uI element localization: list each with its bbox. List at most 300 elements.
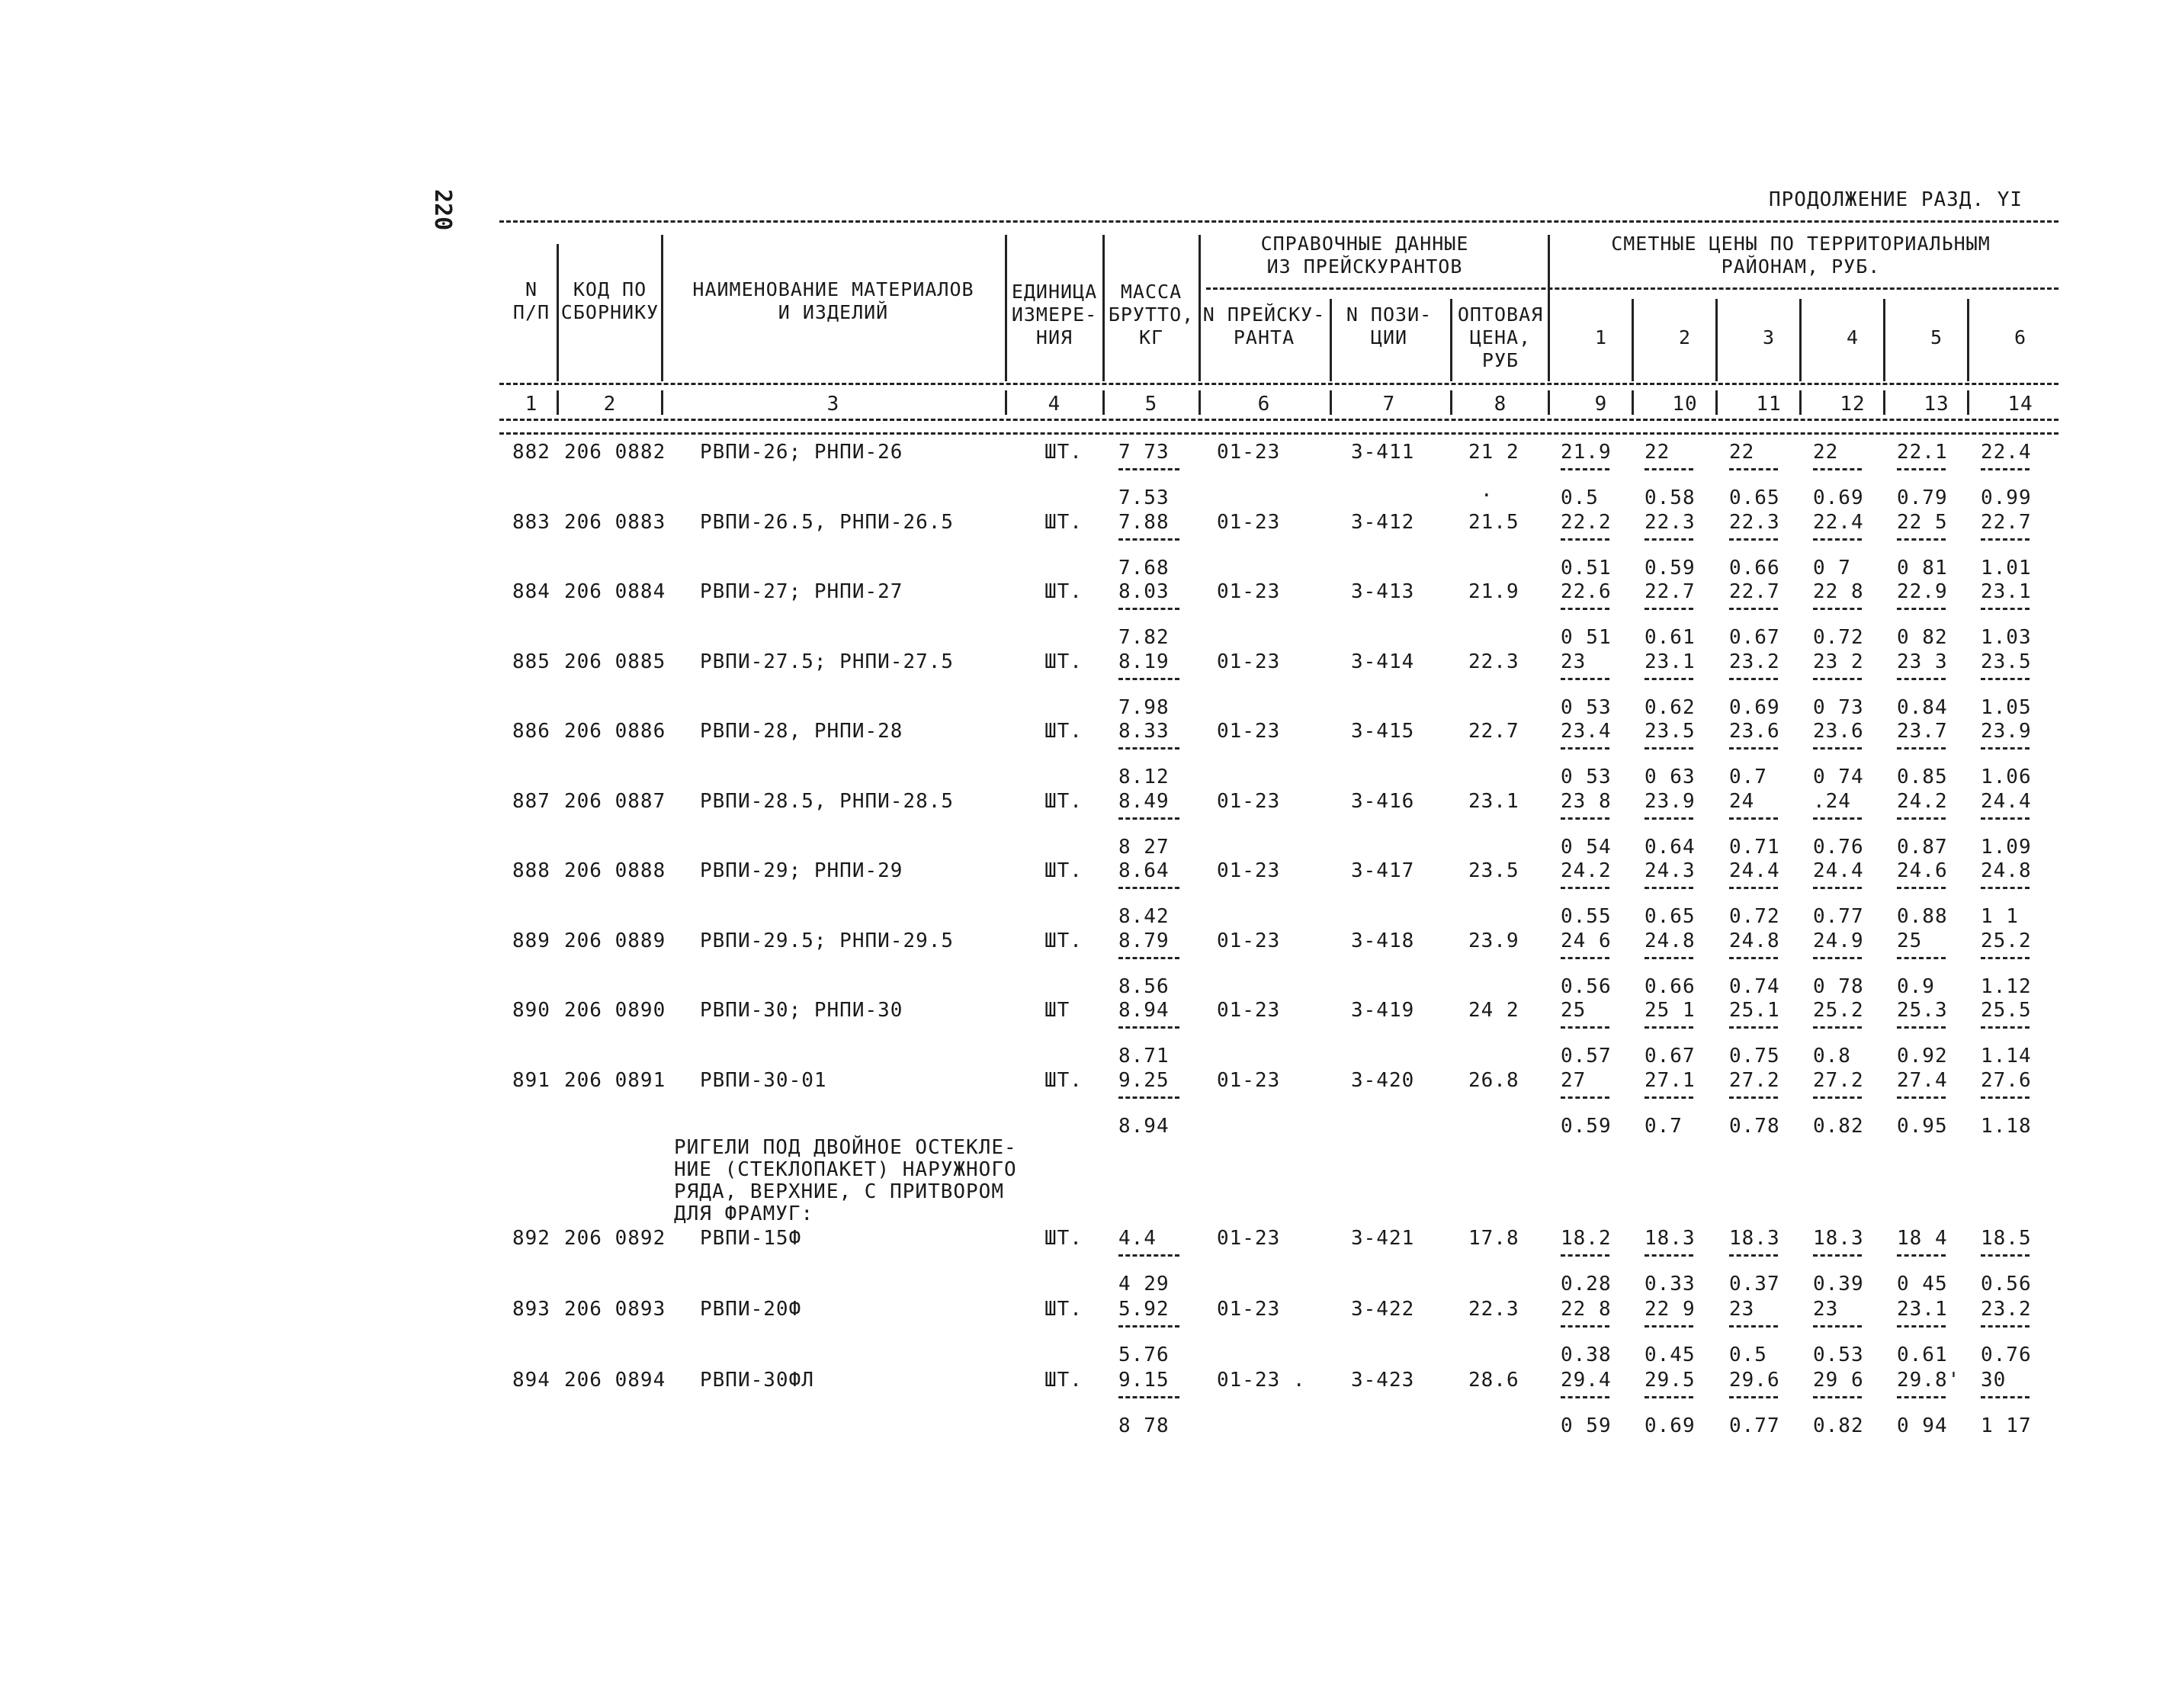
row-district-price: 23.1 <box>1981 580 2032 603</box>
group-heading-line: РЯДА, ВЕРХНИЕ, С ПРИТВОРОМ <box>674 1180 1004 1203</box>
row-code: 206 0885 <box>564 650 666 673</box>
row-district-denominator: 0.7 <box>1729 766 1767 788</box>
fraction-rule <box>1981 957 2030 959</box>
row-name: РВПИ-30-01 <box>700 1068 827 1092</box>
row-district-denominator: 1 17 <box>1981 1414 2032 1437</box>
row-district-price: 22.4 <box>1981 441 2032 464</box>
row-district-price: 24.8 <box>1645 929 1696 952</box>
hdr-code-1: КОД ПО <box>573 278 647 300</box>
row-district-price: 25.3 <box>1897 999 1948 1022</box>
row-district-denominator: 1.14 <box>1981 1045 2032 1068</box>
row-district-price: 22.2 <box>1561 510 1612 534</box>
row-district-denominator: 0 7 <box>1813 556 1851 580</box>
row-name: РВПИ-29.5; РНПИ-29.5 <box>700 929 955 952</box>
fraction-rule <box>1561 1254 1609 1257</box>
fraction-rule <box>1729 1254 1778 1257</box>
row-district-denominator: 0.57 <box>1561 1045 1612 1068</box>
row-district-denominator: 0.67 <box>1645 1045 1696 1068</box>
row-district-denominator: 0.65 <box>1645 905 1696 928</box>
row-pricelist: 01-23 <box>1217 580 1281 603</box>
row-name: РВПИ-30; РНПИ-30 <box>700 999 903 1022</box>
row-pricelist: 01-23 <box>1217 650 1281 673</box>
row-district-denominator: 0.76 <box>1981 1344 2032 1366</box>
fraction-rule <box>1897 608 1946 610</box>
fraction-rule <box>1729 1325 1778 1328</box>
fraction-rule <box>1897 1396 1946 1398</box>
row-number: 882 <box>512 441 550 464</box>
row-district-denominator: 0.58 <box>1645 486 1696 509</box>
fraction-rule <box>1561 1026 1609 1029</box>
hdr-num-1: N <box>525 278 538 300</box>
row-district-denominator: 0.69 <box>1645 1414 1696 1437</box>
row-mass: 8.79 <box>1118 929 1170 952</box>
column-number: 11 <box>1756 393 1782 416</box>
fraction-rule <box>1118 608 1179 610</box>
row-position: 3-419 <box>1351 999 1415 1022</box>
row-number: 890 <box>512 999 550 1022</box>
fraction-rule <box>1645 1096 1693 1099</box>
fraction-rule <box>1813 747 1862 750</box>
row-mass: 9.25 <box>1118 1068 1170 1092</box>
row-district-denominator: 0.77 <box>1729 1414 1780 1437</box>
row-district-denominator: 0.61 <box>1897 1344 1948 1366</box>
row-district-price: 24.8 <box>1729 929 1780 952</box>
fraction-rule <box>1813 887 1862 889</box>
row-district-price: 27.6 <box>1981 1068 2032 1092</box>
fraction-rule <box>1645 538 1693 541</box>
fraction-rule <box>1118 817 1179 820</box>
row-district-price: 22.3 <box>1645 510 1696 534</box>
row-district-denominator: 1.18 <box>1981 1114 2032 1138</box>
fraction-rule <box>1729 957 1778 959</box>
row-unit: ШТ <box>1044 999 1070 1022</box>
column-number: 1 <box>525 393 538 416</box>
row-mass-denominator: 8.42 <box>1118 905 1170 928</box>
column-number: 14 <box>2007 393 2033 416</box>
fraction-rule <box>1729 747 1778 750</box>
row-district-price: 22 9 <box>1645 1298 1696 1321</box>
row-position: 3-416 <box>1351 789 1415 813</box>
row-code: 206 0894 <box>564 1369 666 1392</box>
row-district-denominator: 0.84 <box>1897 695 1948 719</box>
row-district-denominator: 0.88 <box>1897 905 1948 928</box>
row-mass: 7 73 <box>1118 441 1170 464</box>
row-district-denominator: 0.71 <box>1729 835 1780 859</box>
row-district-denominator: 0.56 <box>1981 1273 2032 1295</box>
fraction-rule <box>1897 1026 1946 1029</box>
rule <box>499 432 2058 435</box>
row-district-price: 23.7 <box>1897 720 1948 743</box>
fraction-rule <box>1897 957 1946 959</box>
row-wholesale-price: 17.8 <box>1468 1227 1519 1250</box>
row-district-price: 29 6 <box>1813 1369 1864 1392</box>
fraction-rule <box>1729 1026 1778 1029</box>
fraction-rule <box>1118 1026 1179 1029</box>
row-district-price: 25 <box>1561 999 1587 1022</box>
rule <box>499 419 2058 421</box>
row-district-denominator: 0.72 <box>1813 626 1864 649</box>
fraction-rule <box>1561 1096 1609 1099</box>
row-code: 206 0888 <box>564 859 666 882</box>
hdr-unit-2: ИЗМЕРЕ- <box>1011 303 1098 326</box>
row-district-price: 22.4 <box>1813 510 1864 534</box>
fraction-rule <box>1981 1096 2030 1099</box>
row-district-denominator: 0 78 <box>1813 974 1864 998</box>
column-number: 12 <box>1840 393 1866 416</box>
row-district-denominator: 0.5 <box>1561 486 1599 509</box>
fraction-rule <box>1729 817 1778 820</box>
hdr-estimate-2: РАЙОНАМ, РУБ. <box>1721 255 1881 278</box>
row-pricelist: 01-23 <box>1217 441 1281 464</box>
row-district-price: 29.4 <box>1561 1369 1612 1392</box>
hdr-name-2: И ИЗДЕЛИЙ <box>778 301 889 323</box>
row-unit: ШТ. <box>1044 1369 1083 1392</box>
row-district-denominator: 0.39 <box>1813 1273 1864 1295</box>
fraction-rule <box>1729 887 1778 889</box>
row-district-price: 23.2 <box>1729 650 1780 673</box>
row-district-price: 29.8' <box>1897 1369 1961 1392</box>
fraction-rule <box>1729 468 1778 470</box>
row-pricelist: 01-23 . <box>1217 1369 1306 1392</box>
fraction-rule <box>1118 957 1179 959</box>
row-district-price: 23.5 <box>1981 650 2032 673</box>
row-name: РВПИ-26.5, РНПИ-26.5 <box>700 510 955 534</box>
row-district-price: 25.2 <box>1981 929 2032 952</box>
fraction-rule <box>1561 1396 1609 1398</box>
row-district-denominator: 0 63 <box>1645 766 1696 788</box>
row-mass: 8.94 <box>1118 999 1170 1022</box>
row-position: 3-418 <box>1351 929 1415 952</box>
row-district-price: 24.9 <box>1813 929 1864 952</box>
row-district-price: 22 8 <box>1561 1298 1612 1321</box>
row-district-price: 23.2 <box>1981 1298 2032 1321</box>
row-district-price: 18.3 <box>1645 1227 1696 1250</box>
row-district-denominator: 0.76 <box>1813 835 1864 859</box>
column-number: 10 <box>1672 393 1698 416</box>
row-pricelist: 01-23 <box>1217 510 1281 534</box>
row-district-price: 22 <box>1813 441 1839 464</box>
hdr-district-1: 1 <box>1594 326 1608 348</box>
fraction-rule <box>1645 817 1693 820</box>
row-number: 888 <box>512 859 550 882</box>
fraction-rule <box>1981 678 2030 680</box>
row-district-price: 22.9 <box>1897 580 1948 603</box>
row-position: 3-422 <box>1351 1298 1415 1321</box>
row-wholesale-price: 24 2 <box>1468 999 1519 1022</box>
row-district-denominator: 0 45 <box>1897 1273 1948 1295</box>
row-code: 206 0882 <box>564 441 666 464</box>
row-district-denominator: 0.5 <box>1729 1344 1767 1366</box>
fraction-rule <box>1118 887 1179 889</box>
row-district-price: 24 6 <box>1561 929 1612 952</box>
fraction-rule <box>1897 817 1946 820</box>
row-district-price: 23.1 <box>1645 650 1696 673</box>
fraction-rule <box>1729 1396 1778 1398</box>
row-unit: ШТ. <box>1044 789 1083 813</box>
fraction-rule <box>1645 678 1693 680</box>
row-mass-denominator: 7.82 <box>1118 626 1170 649</box>
row-mass: 8.33 <box>1118 720 1170 743</box>
row-mass-denominator: 8.56 <box>1118 974 1170 998</box>
row-number: 892 <box>512 1227 550 1250</box>
row-district-price: 27.4 <box>1897 1068 1948 1092</box>
row-mass: 7.88 <box>1118 510 1170 534</box>
row-district-price: 23 <box>1813 1298 1839 1321</box>
fraction-rule <box>1981 468 2030 470</box>
row-district-price: 23 3 <box>1897 650 1948 673</box>
row-code: 206 0889 <box>564 929 666 952</box>
row-district-price: 23 2 <box>1813 650 1864 673</box>
row-wholesale-price: 22.3 <box>1468 1298 1519 1321</box>
column-number: 6 <box>1257 393 1271 416</box>
row-wholesale-price: 26.8 <box>1468 1068 1519 1092</box>
row-mass: 8.64 <box>1118 859 1170 882</box>
row-number: 887 <box>512 789 550 813</box>
row-district-denominator: 1.01 <box>1981 556 2032 580</box>
row-district-denominator: 0.65 <box>1729 486 1780 509</box>
row-district-denominator: 0.37 <box>1729 1273 1780 1295</box>
row-position: 3-415 <box>1351 720 1415 743</box>
fraction-rule <box>1897 747 1946 750</box>
row-district-price: 24.3 <box>1645 859 1696 882</box>
fraction-rule <box>1981 538 2030 541</box>
hdr-ref-2: ИЗ ПРЕЙСКУРАНТОВ <box>1266 255 1463 278</box>
row-mass: 8.49 <box>1118 789 1170 813</box>
fraction-rule <box>1561 538 1609 541</box>
row-district-denominator: 0.95 <box>1897 1114 1948 1138</box>
row-district-denominator: 0.75 <box>1729 1045 1780 1068</box>
row-district-denominator: 0.78 <box>1729 1114 1780 1138</box>
row-district-price: 27.2 <box>1729 1068 1780 1092</box>
row-unit: ШТ. <box>1044 1227 1083 1250</box>
row-pricelist: 01-23 <box>1217 789 1281 813</box>
row-name: РВПИ-15Ф <box>700 1227 802 1250</box>
row-district-price: 24.8 <box>1981 859 2032 882</box>
row-district-denominator: 0.74 <box>1729 974 1780 998</box>
row-district-denominator: 0 81 <box>1897 556 1948 580</box>
row-mass-denominator: 4 29 <box>1118 1273 1170 1295</box>
fraction-rule <box>1813 538 1862 541</box>
row-district-denominator: 0.45 <box>1645 1344 1696 1366</box>
fraction-rule <box>1813 1325 1862 1328</box>
column-number: 2 <box>603 393 617 416</box>
fraction-rule <box>1118 1325 1179 1328</box>
row-mass-denominator: 8.71 <box>1118 1045 1170 1068</box>
row-pricelist: 01-23 <box>1217 999 1281 1022</box>
row-position: 3-413 <box>1351 580 1415 603</box>
row-wholesale-price: 22.3 <box>1468 650 1519 673</box>
row-number: 886 <box>512 720 550 743</box>
row-district-price: 23 8 <box>1561 789 1612 813</box>
row-unit: ШТ. <box>1044 1298 1083 1321</box>
row-district-denominator: 0.72 <box>1729 905 1780 928</box>
row-unit: ШТ. <box>1044 510 1083 534</box>
row-district-price: 22 8 <box>1813 580 1864 603</box>
row-wholesale-price: 21 2 <box>1468 441 1519 464</box>
fraction-rule <box>1645 887 1693 889</box>
fraction-rule <box>1813 1026 1862 1029</box>
row-pricelist: 01-23 <box>1217 859 1281 882</box>
row-wholesale-price: 21.9 <box>1468 580 1519 603</box>
fraction-rule <box>1645 608 1693 610</box>
column-number: 4 <box>1048 393 1061 416</box>
row-district-price: 22.7 <box>1981 510 2032 534</box>
row-wholesale-price: 23.9 <box>1468 929 1519 952</box>
fraction-rule <box>1813 957 1862 959</box>
hdr-mass-3: КГ <box>1138 326 1164 348</box>
row-district-denominator: 0.51 <box>1561 556 1612 580</box>
row-district-denominator: 0.82 <box>1813 1114 1864 1138</box>
row-district-denominator: 0.33 <box>1645 1273 1696 1295</box>
column-number: 13 <box>1924 393 1949 416</box>
fraction-rule <box>1897 678 1946 680</box>
row-name: РВПИ-30ФЛ <box>700 1369 814 1392</box>
row-position: 3-423 <box>1351 1369 1415 1392</box>
row-district-denominator: 1.03 <box>1981 626 2032 649</box>
row-mass-denominator: 7.68 <box>1118 556 1170 580</box>
row-district-denominator: 0 54 <box>1561 835 1612 859</box>
row-district-price: 22.7 <box>1729 580 1780 603</box>
row-district-price: 23.5 <box>1645 720 1696 743</box>
fraction-rule <box>1118 747 1179 750</box>
fraction-rule <box>1813 608 1862 610</box>
fraction-rule <box>1645 1254 1693 1257</box>
fraction-rule <box>1813 817 1862 820</box>
row-district-price: 23.9 <box>1645 789 1696 813</box>
row-district-denominator: 0.66 <box>1729 556 1780 580</box>
row-wholesale-price: 23.5 <box>1468 859 1519 882</box>
running-title: ПРОДОЛЖЕНИЕ РАЗД. YI <box>1769 188 2023 211</box>
hdr-mass-1: МАССА <box>1120 281 1182 303</box>
row-mass-denominator: 8 78 <box>1118 1414 1170 1437</box>
row-number: 893 <box>512 1298 550 1321</box>
rule <box>499 383 2058 385</box>
row-district-denominator: 0.38 <box>1561 1344 1612 1366</box>
row-unit: ШТ. <box>1044 580 1083 603</box>
row-unit: ШТ. <box>1044 929 1083 952</box>
fraction-rule <box>1981 1396 2030 1398</box>
fraction-rule <box>1118 468 1179 470</box>
fraction-rule <box>1561 468 1609 470</box>
hdr-wholesale-2: ЦЕНА, <box>1469 326 1532 348</box>
row-district-denominator: 0.85 <box>1897 766 1948 788</box>
row-number: 884 <box>512 580 550 603</box>
fraction-rule <box>1561 1325 1609 1328</box>
row-code: 206 0892 <box>564 1227 666 1250</box>
row-district-price: 18.3 <box>1729 1227 1780 1250</box>
fraction-rule <box>1561 747 1609 750</box>
fraction-rule <box>1981 608 2030 610</box>
row-district-denominator: 0 74 <box>1813 766 1864 788</box>
row-district-price: 23.6 <box>1729 720 1780 743</box>
row-code: 206 0891 <box>564 1068 666 1092</box>
hdr-pricelist-2: РАНТА <box>1233 326 1295 348</box>
row-mass-denominator: 8 27 <box>1118 835 1170 859</box>
row-district-price: 18.5 <box>1981 1227 2032 1250</box>
row-name: РВПИ-26; РНПИ-26 <box>700 441 903 464</box>
row-mass-denominator: 5.76 <box>1118 1344 1170 1366</box>
row-district-price: 30 <box>1981 1369 2007 1392</box>
row-district-denominator: 0.82 <box>1813 1414 1864 1437</box>
row-mass: 8.03 <box>1118 580 1170 603</box>
row-number: 894 <box>512 1369 550 1392</box>
row-mass-denominator: 7.53 <box>1118 486 1170 509</box>
row-district-denominator: 0.9 <box>1897 974 1935 998</box>
row-unit: ШТ. <box>1044 1068 1083 1092</box>
row-district-denominator: 0.7 <box>1645 1114 1683 1138</box>
hdr-wholesale-1: ОПТОВАЯ <box>1457 303 1544 326</box>
row-mass-denominator: 8.94 <box>1118 1114 1170 1138</box>
row-name: РВПИ-20Ф <box>700 1298 802 1321</box>
hdr-district-4: 4 <box>1846 326 1860 348</box>
row-mass: 9.15 <box>1118 1369 1170 1392</box>
row-district-denominator: 0.8 <box>1813 1045 1851 1068</box>
fraction-rule <box>1729 608 1778 610</box>
row-district-denominator: 0.69 <box>1813 486 1864 509</box>
row-district-denominator: 0.55 <box>1561 905 1612 928</box>
row-district-price: 22 <box>1729 441 1755 464</box>
row-position: 3-414 <box>1351 650 1415 673</box>
row-code: 206 0883 <box>564 510 666 534</box>
row-district-denominator: 1.05 <box>1981 695 2032 719</box>
row-number: 889 <box>512 929 550 952</box>
fraction-rule <box>1645 468 1693 470</box>
row-unit: ШТ. <box>1044 650 1083 673</box>
row-district-denominator: 0 53 <box>1561 695 1612 719</box>
row-district-price: 27.2 <box>1813 1068 1864 1092</box>
row-name: РВПИ-29; РНПИ-29 <box>700 859 903 882</box>
hdr-mass-2: БРУТТО, <box>1108 303 1195 326</box>
row-unit: ШТ. <box>1044 859 1083 882</box>
fraction-rule <box>1561 608 1609 610</box>
row-district-price: 23.4 <box>1561 720 1612 743</box>
hdr-name-1: НАИМЕНОВАНИЕ МАТЕРИАЛОВ <box>692 278 974 300</box>
row-district-denominator: 0.61 <box>1645 626 1696 649</box>
row-district-price: 24.6 <box>1897 859 1948 882</box>
fraction-rule <box>1981 817 2030 820</box>
row-district-price: 22.6 <box>1561 580 1612 603</box>
row-district-denominator: 1.09 <box>1981 835 2032 859</box>
row-position: 3-417 <box>1351 859 1415 882</box>
row-district-price: 24 <box>1729 789 1755 813</box>
fraction-rule <box>1118 1396 1179 1398</box>
row-district-denominator: 0 53 <box>1561 766 1612 788</box>
row-district-denominator: 0.66 <box>1645 974 1696 998</box>
row-district-price: 29.5 <box>1645 1369 1696 1392</box>
fraction-rule <box>1981 1325 2030 1328</box>
row-district-price: .24 <box>1813 789 1851 813</box>
fraction-rule <box>1118 678 1179 680</box>
row-district-price: 23 <box>1729 1298 1755 1321</box>
fraction-rule <box>1118 1096 1179 1099</box>
row-wholesale-price: 28.6 <box>1468 1369 1519 1392</box>
fraction-rule <box>1813 1096 1862 1099</box>
row-district-price: 24.4 <box>1729 859 1780 882</box>
fraction-rule <box>1561 678 1609 680</box>
row-district-price: 22 5 <box>1897 510 1948 534</box>
row-district-price: 18.2 <box>1561 1227 1612 1250</box>
row-code: 206 0893 <box>564 1298 666 1321</box>
group-heading-line: НИЕ (СТЕКЛОПАКЕТ) НАРУЖНОГО <box>674 1158 1017 1181</box>
row-number: 883 <box>512 510 550 534</box>
row-district-price: 25.2 <box>1813 999 1864 1022</box>
row-mass: 4.4 <box>1118 1227 1157 1250</box>
row-district-price: 23 <box>1561 650 1587 673</box>
row-district-price: 22 <box>1645 441 1670 464</box>
column-number: 3 <box>826 393 840 416</box>
row-district-denominator: 0 51 <box>1561 626 1612 649</box>
row-district-denominator: 0.77 <box>1813 905 1864 928</box>
